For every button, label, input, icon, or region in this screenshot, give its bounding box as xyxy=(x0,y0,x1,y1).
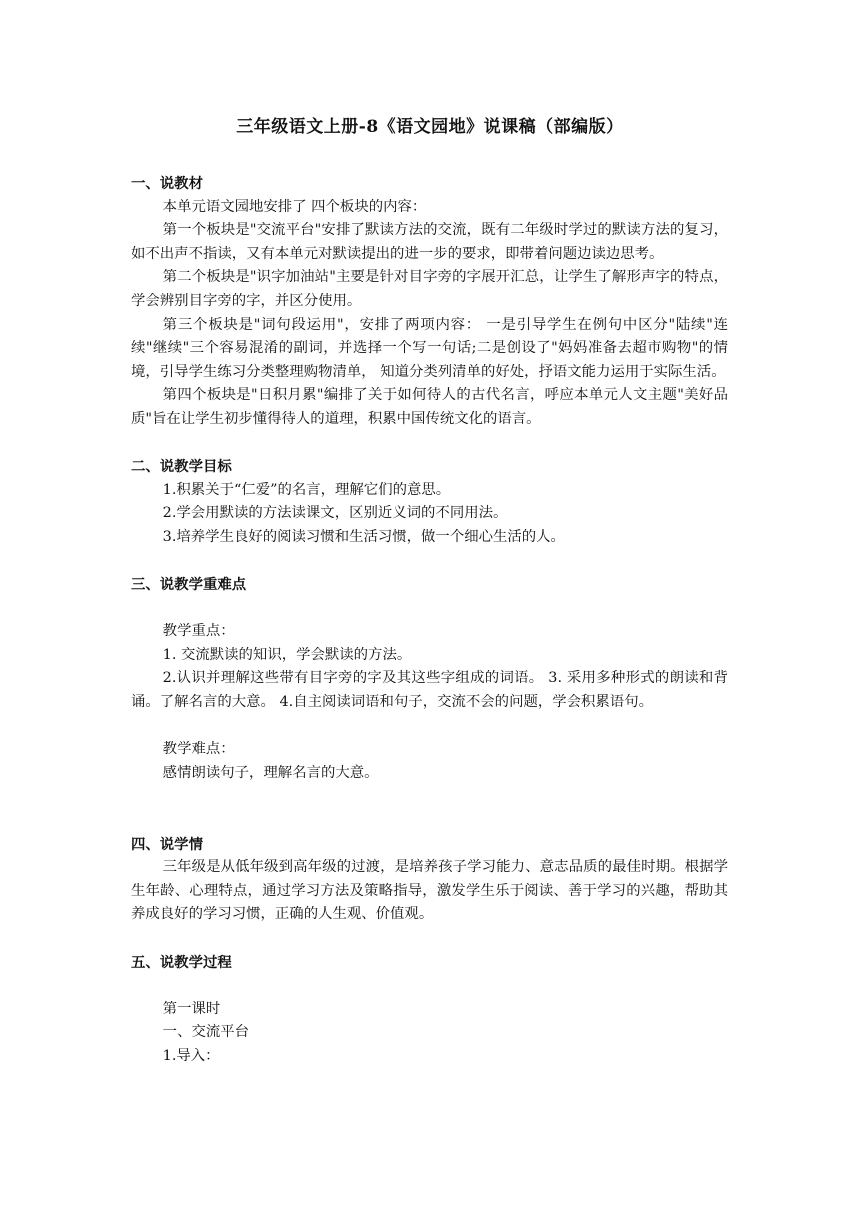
spacer xyxy=(131,785,728,809)
objective-item: 2.学会用默读的方法读课文，区别近义词的不同用法。 xyxy=(162,505,508,522)
difficulty-label: 教学难点： xyxy=(162,741,235,758)
key-points-label: 教学重点： xyxy=(162,623,235,640)
spacer xyxy=(131,597,728,621)
spacer xyxy=(131,715,728,739)
paragraph: 第三个板块是"词句段运用"，安排了两项内容： 一是引导学生在例句中区分"陆续"连续"继续"三个容易混淆的副词，并选择一个写一句话;二是创设了"妈妈准备去超市购物"的情境，引导学生练习分类整理购物清单， 知道分类列清单的好处，抒语文能力运用于实际生活。 xyxy=(131,316,728,380)
spacer xyxy=(131,550,728,574)
key-point-item: 1. 交流默读的知识，学会默读的方法。 xyxy=(162,646,412,663)
objective-item: 3.培养学生良好的阅读习惯和生活习惯，做一个细心生活的人。 xyxy=(162,528,565,545)
paragraph: 本单元语文园地安排了 四个板块的内容： xyxy=(162,198,427,215)
process-line: 一、交流平台 xyxy=(162,1024,250,1041)
spacer xyxy=(131,809,728,833)
document-title: 三年级语文上册-8《语文园地》说课稿（部编版） xyxy=(236,117,624,137)
section-heading-textbook: 一、说教材 xyxy=(131,175,203,192)
paragraph: 三年级是从低年级到高年级的过渡，是培养孩子学习能力、意志品质的最佳时期。根据学生年龄、心理特点，通过学习方法及策略指导，激发学生乐于阅读、善于学习的兴趣，帮助其养成良好的学习习惯，正确的人生观、价值观。 xyxy=(131,859,728,923)
spacer xyxy=(131,927,728,951)
key-point-item: 2.认识并理解这些带有目字旁的字及其这些字组成的词语。 3. 采用多种形式的朗读和背诵。了解名言的大意。 4.自主阅读词语和句子，交流不会的问题，学会积累语句。 xyxy=(131,670,728,711)
spacer xyxy=(131,432,728,456)
objective-item: 1.积累关于“仁爱”的名言，理解它们的意思。 xyxy=(162,481,451,498)
section-heading-key-points: 三、说教学重难点 xyxy=(131,576,247,594)
section-heading-objectives: 二、说教学目标 xyxy=(131,458,232,476)
section-heading-process: 五、说教学过程 xyxy=(131,953,232,971)
difficulty-item: 感情朗读句子，理解名言的大意。 xyxy=(162,764,379,781)
paragraph: 第二个板块是"识字加油站"主要是针对目字旁的字展开汇总，让学生了解形声字的特点，学会辨别目字旁的字，并区分使用。 xyxy=(131,269,728,309)
document-body xyxy=(131,172,728,1069)
process-line: 第一课时 xyxy=(162,1000,221,1017)
paragraph: 第四个板块是"日积月累"编排了关于如何待人的古代名言，呼应本单元人文主题"美好品质"旨在让学生初步懂得待人的道理，积累中国传统文化的语言。 xyxy=(131,387,728,427)
section-heading-learners: 四、说学情 xyxy=(131,835,203,853)
paragraph: 第一个板块是"交流平台"安排了默读方法的交流，既有二年级时学过的默读方法的复习，如不出声不指读，又有本单元对默读提出的进一步的要求，即带着问题边读边思考。 xyxy=(131,222,728,262)
spacer xyxy=(131,974,728,998)
process-line: 1.导入： xyxy=(162,1047,220,1064)
